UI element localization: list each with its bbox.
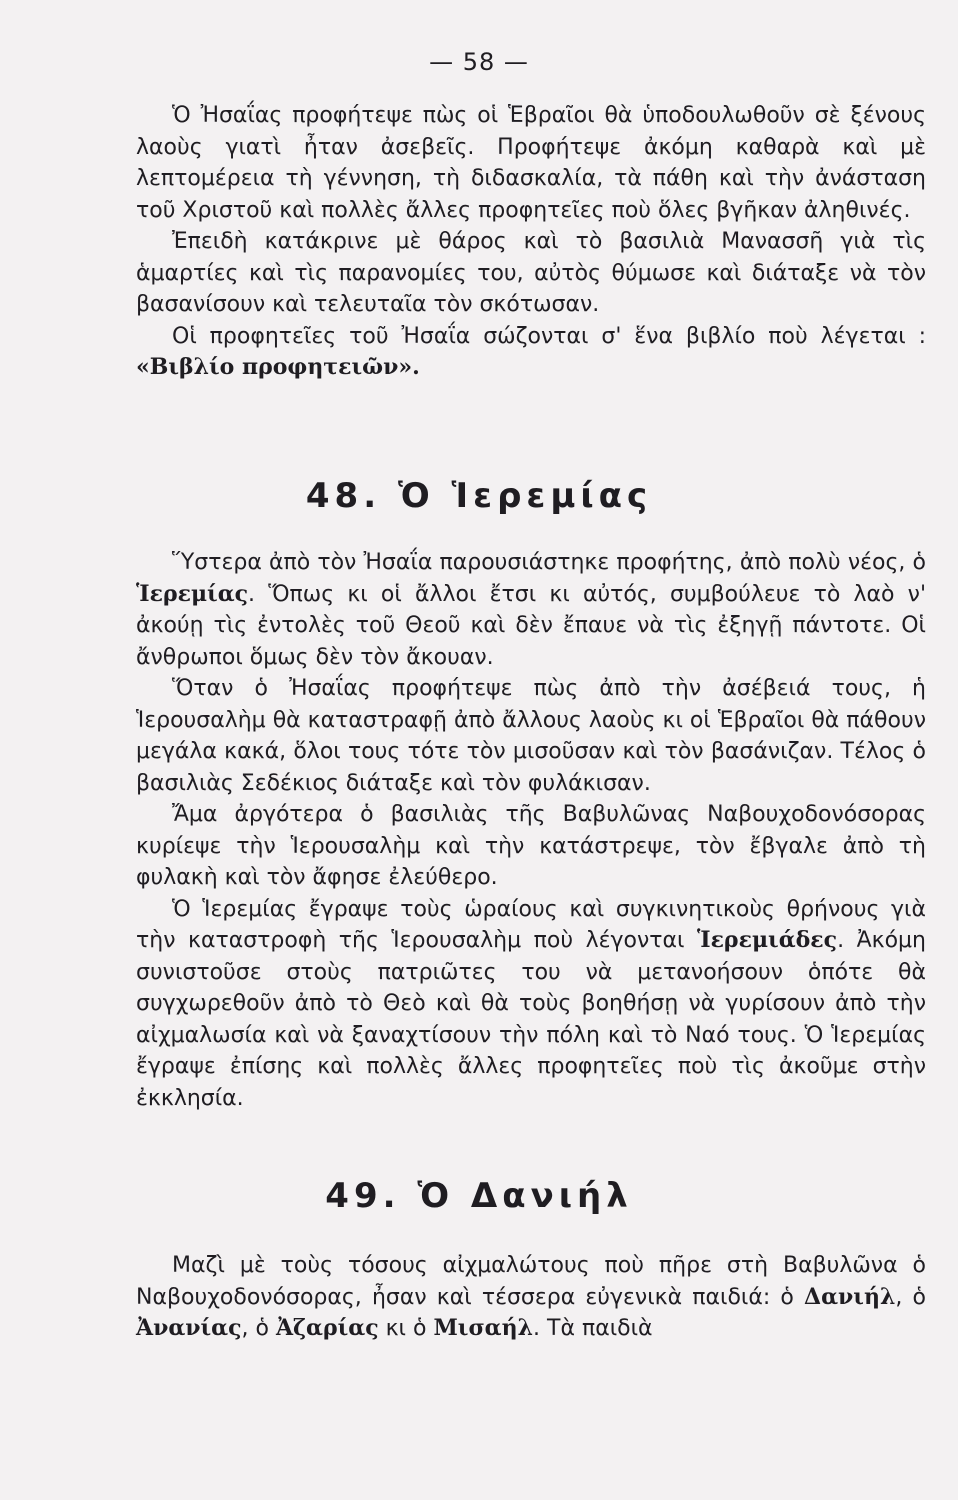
name-misael: Μισαήλ — [433, 1315, 534, 1341]
name-daniel: Δανιήλ — [804, 1283, 896, 1310]
paragraph-text: Ὕστερα ἀπὸ τὸν Ἠσαΐα παρουσιάστηκε προφήτης, ἀπὸ πολὺ νέος, ὁ — [172, 550, 926, 575]
section-daniel — [136, 1250, 926, 1345]
separator: κι ὁ — [378, 1316, 434, 1341]
book-title: «Βιβλίο προφητειῶν». — [136, 354, 420, 380]
paragraph: Ὁ Ἠσαΐας προφήτεψε πὼς οἱ Ἑβραῖοι θὰ ὑποδουλωθοῦν σὲ ξένους λαοὺς γιατὶ ἦταν ἀσεβεῖς. Προφήτεψε ἀκόμη καθαρὰ καὶ μὲ λεπτομέρεια τὴ γέννηση, τὴ διδασκαλία, τὰ πάθη καὶ τὴν ἀνάσταση τοῦ Χριστοῦ καὶ πολλὲς ἄλλες προφητεῖες ποὺ ὅλες βγῆκαν ἀληθινές. — [136, 103, 926, 223]
paragraph — [136, 321, 926, 384]
paragraph: Ἄμα ἀργότερα ὁ βασιλιὰς τῆς Βαβυλῶνας Ναβουχοδονόσορας κυρίεψε τὴν Ἱερουσαλὴμ καὶ τὴν κατάστρεψε, τὸν ἔβγαλε ἀπὸ τὴ φυλακὴ καὶ τὸν ἄφησε ἐλεύθερο. — [136, 802, 926, 890]
intro-section — [136, 100, 926, 384]
term-jeremiads: Ἱερεμιάδες — [696, 927, 838, 953]
paragraph-text: Ὁ Ἱερεμίας ἔγραψε τοὺς ὡραίους καὶ συγκινητικοὺς θρήνους γιὰ τὴν καταστροφὴ τῆς Ἱερουσαλὴμ ποὺ λέγονται — [136, 896, 926, 953]
separator: , ὁ — [895, 1284, 926, 1310]
paragraph — [136, 547, 926, 673]
paragraph — [136, 894, 926, 1115]
paragraph-text: . Ἀκόμη συνιστοῦσε στοὺς πατριῶτες του νὰ μετανοήσουν ὁπότε θὰ συγχωρεθοῦν ἀπὸ τὸ Θεὸ καὶ θὰ τοὺς βοηθήσῃ νὰ γυρίσουν ἀπὸ τὴν αἰχμαλωσία καὶ νὰ ξαναχτίσουν τὴν πόλη καὶ τὸ Ναό τους. Ὁ Ἱερεμίας ἔγραψε ἐπίσης καὶ πολλὲς ἄλλες προφητεῖες ποὺ τὶς ἀκοῦμε στὴν ἐκκλησία. — [136, 928, 926, 1111]
separator: , ὁ — [241, 1316, 276, 1341]
section-jeremiah — [136, 547, 926, 1114]
paragraph-text: Μαζὶ μὲ τοὺς τόσους αἰχμαλώτους ποὺ πῆρε στὴ Βαβυλῶνα ὁ Ναβουχοδονόσορας, ἦσαν καὶ τέσσερα εὐγενικὰ παιδιά: ὁ — [136, 1253, 926, 1310]
page-number: — 58 — — [429, 48, 529, 76]
paragraph-text: Οἱ προφητεῖες τοῦ Ἠσαΐα σώζονται σ' ἕνα βιβλίο ποὺ λέγεται : — [172, 323, 926, 349]
paragraph-text: . Ὅπως κι οἱ ἄλλοι ἔτσι κι αὐτός, συμβούλευε τὸ λαὸ ν' ἀκούῃ τὶς ἐντολὲς τοῦ Θεοῦ καὶ δὲν ἔπαυε νὰ τὶς ἐξηγῇ πάντοτε. Οἱ ἄνθρωποι ὅμως δὲν τὸν ἄκουαν. — [136, 581, 926, 670]
chapter-heading-48: 48. Ὁ Ἱερεμίας — [305, 476, 653, 516]
name-ananias: Ἀνανίας — [136, 1315, 242, 1341]
paragraph-text: . Τὰ παιδιὰ — [533, 1316, 653, 1341]
paragraph: Ἐπειδὴ κατάκρινε μὲ θάρος καὶ τὸ βασιλιὰ Μανασσῆ γιὰ τὶς ἁμαρτίες καὶ τὶς παρανομίες του, αὐτὸς θύμωσε καὶ διάταξε νὰ τὸν βασανίσουν καὶ τελευταῖα τὸν σκότωσαν. — [136, 229, 926, 317]
paragraph: Ὅταν ὁ Ἠσαΐας προφήτεψε πὼς ἀπὸ τὴν ἀσέβειά τους, ἡ Ἱερουσαλὴμ θὰ καταστραφῇ ἀπὸ ἄλλους λαοὺς κι οἱ Ἑβραῖοι θὰ πάθουν μεγάλα κακά, ὅλοι τους τότε τὸν μισοῦσαν καὶ τὸν βασάνιζαν. Τέλος ὁ βασιλιὰς Σεδέκιος διάταξε καὶ τὸν φυλάκισαν. — [136, 676, 926, 796]
paragraph — [136, 1250, 926, 1345]
name-azarias: Ἀζαρίας — [275, 1315, 379, 1341]
chapter-heading-49: 49. Ὁ Δανιήλ — [325, 1176, 633, 1216]
name-jeremiah: Ἱερεμίας — [136, 580, 249, 607]
